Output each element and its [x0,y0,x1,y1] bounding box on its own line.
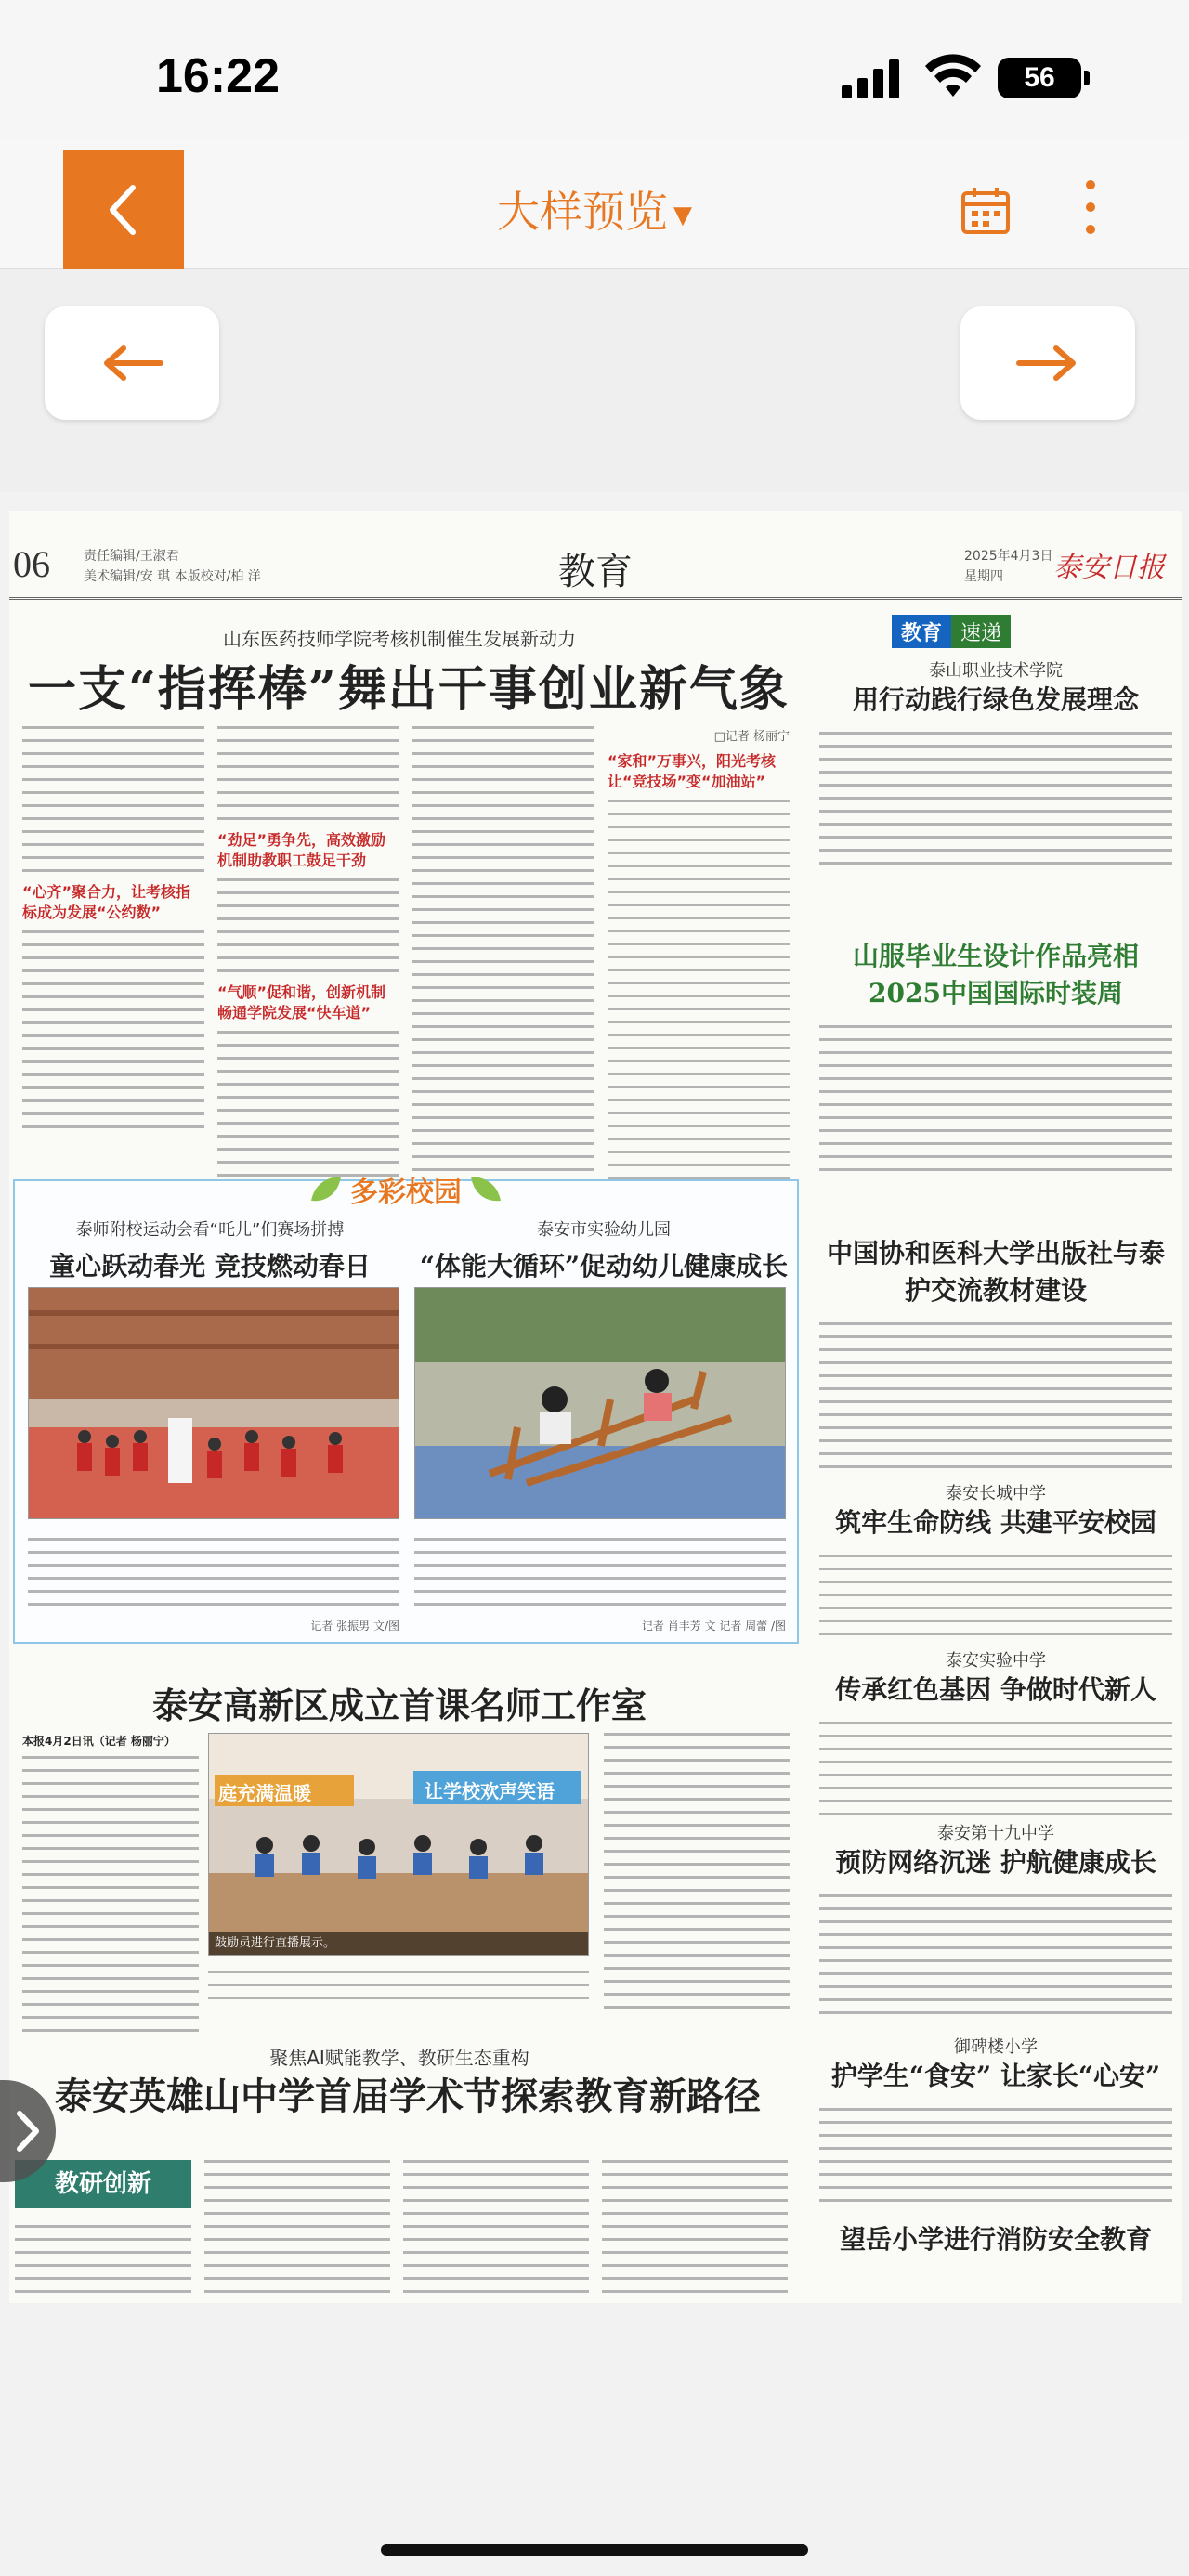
brief-item: 山服毕业生设计作品亮相2025中国国际时装周 [819,938,1172,1181]
chevron-right-icon [14,2110,42,2153]
third-article-text [403,2160,589,2303]
third-headline: 泰安英雄山中学首届学术节探索教育新路径 [55,2075,761,2118]
sports-meet-photo [28,1287,399,1519]
second-article-text [208,1971,589,2010]
next-page-button[interactable] [960,306,1135,420]
brief-item: 望岳小学进行消防安全教育 [839,2224,1152,2255]
brief-item: 泰安实验中学 传承红色基因 争做时代新人 [819,1647,1172,1826]
more-vertical-icon[interactable] [1079,180,1102,240]
second-headline: 泰安高新区成立首课名师工作室 [151,1685,647,1726]
feature-banner: 多彩校园 [281,1164,531,1215]
lead-headline: 一支“指挥棒”舞出干事创业新气象 [28,661,790,718]
brief-item: 泰山职业技术学院 用行动践行绿色发展理念 [819,657,1172,875]
page-title: 大样预览 [497,187,668,237]
section-badge: 教研创新 [15,2160,191,2208]
leaf-decoration-icon [467,1173,504,1206]
feature-left-text [28,1538,399,1616]
brief-item: 泰安第十九中学 预防网络沉迷 护航健康成长 [819,1820,1172,2024]
battery-icon: 56 [998,58,1081,98]
arrow-left-icon [99,345,164,382]
third-article-text [15,2225,191,2303]
editor-credits: 责任编辑/王淑君 美术编辑/安 琪 本版校对/柏 洋 [84,549,261,584]
section-title: 教育 [558,551,633,593]
newspaper-logo: 泰安日报 [1053,552,1165,584]
wifi-icon [925,54,981,98]
third-article-text [204,2160,390,2303]
lead-subhead: “心齐”聚合力，让考核指标成为发展“公约数” [22,883,191,921]
feature-left-credit: 记者 张振男 文/图 [310,1620,399,1633]
lead-article-body [22,726,793,1125]
home-indicator[interactable] [381,2544,808,2556]
issue-date: 2025年4月3日 星期四 [964,549,1053,584]
second-byline: 本报4月2日讯（记者 杨丽宁） [22,1735,176,1748]
app-bar [0,139,1189,269]
caret-down-icon: ▼ [673,201,692,229]
kindergarten-photo [414,1287,786,1519]
calendar-icon[interactable] [960,184,1012,236]
photo-sign-right: 让学校欢声笑语 [425,1780,555,1802]
second-article-body [22,1733,199,2042]
feature-right: 泰安市实验幼儿园 “体能大循环”促动幼儿健康成长 [419,1220,789,1281]
brief-item: 中国协和医科大学出版社与泰护交流教材建设 [819,1235,1172,1478]
page-nav-bar [0,269,1189,492]
status-time: 16:22 [156,49,280,103]
feature-right-credit: 记者 肖丰芳 文 记者 周蕾 /图 [641,1620,786,1633]
brief-item: 御碑楼小学 护学生“食安” 让家长“心安” [819,2034,1172,2212]
page-number: 06 [13,543,50,585]
lead-pretitle: 山东医药技师学院考核机制催生发展新动力 [223,628,576,650]
photo-caption: 鼓励员进行直播展示。 [209,1932,589,1955]
third-article-text [602,2160,788,2303]
newspaper-page[interactable] [9,511,1182,2303]
feature-box [13,1179,799,1644]
news-brief-column [819,613,1172,2284]
second-article-text [604,1733,790,2019]
brief-item: 泰安长城中学 筑牢生命防线 共建平安校园 [819,1480,1172,1646]
previous-page-button[interactable] [45,306,219,420]
photo-sign-left: 庭充满温暖 [218,1782,311,1804]
cellular-signal-icon [842,58,901,98]
feature-right-text [414,1538,786,1616]
status-bar [0,0,1189,139]
masthead [9,539,1182,600]
lead-subhead: “家和”万事兴，阳光考核让“竞技场”变“加油站” [608,752,777,790]
lead-subhead: “气顺”促和谐，创新机制畅通学院发展“快车道” [217,983,386,1021]
feature-left: 泰师附校运动会看“吒儿”们赛场拼搏 童心跃动春光 竞技燃动春日 [49,1220,371,1281]
lead-subhead: “劲足”勇争先，高效激励机制助教职工鼓足干劲 [217,831,386,869]
leaf-decoration-icon [307,1173,345,1206]
news-brief-badge: 教育 速递 [892,615,1011,648]
classroom-photo [208,1733,589,1956]
third-pretitle: 聚焦AI赋能教学、教研生态重构 [269,2047,529,2069]
lead-byline: □记者 杨丽宁 [713,730,790,744]
arrow-right-icon [1015,345,1080,382]
